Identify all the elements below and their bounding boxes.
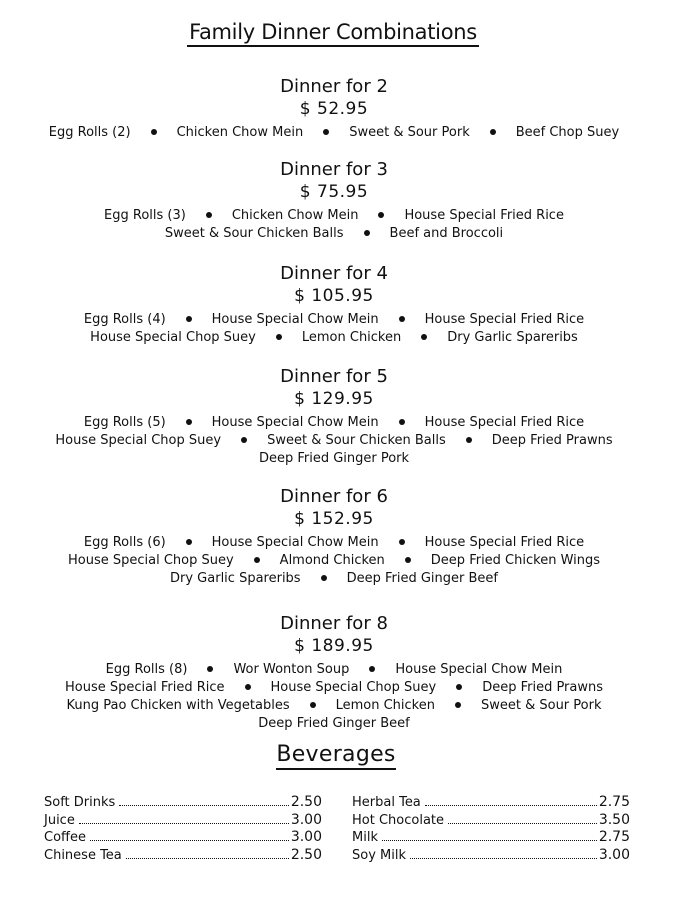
beverages-heading: Beverages [0,742,672,767]
bullet-icon [399,539,405,545]
beverage-row [44,794,322,812]
beverage-row [44,829,322,847]
combo-item: House Special Chow Mein [211,415,379,430]
beverage-price: 2.75 [598,829,630,845]
beverage-row [352,794,630,812]
combo-price: $ 105.95 [294,286,374,306]
bullet-icon [364,230,370,236]
beverage-name: Coffee [44,830,86,845]
combo-item: Beef Chop Suey [515,125,620,140]
combo-item: Kung Pao Chicken with Vegetables [66,698,290,713]
combo-item: Sweet & Sour Chicken Balls [164,226,344,241]
combo-item: Sweet & Sour Pork [480,698,602,713]
combo-price: $ 189.95 [294,636,374,656]
combo-item: House Special Fried Rice [404,208,564,223]
beverage-price: 2.50 [290,846,322,863]
bullet-icon [245,684,251,690]
combo-item: Sweet & Sour Pork [349,125,470,140]
bullet-icon [310,702,316,708]
bullet-icon [399,316,405,322]
combo-item-line [0,450,668,468]
combo-price: $ 75.95 [299,182,369,202]
combo-item: Sweet & Sour Chicken Balls [267,433,446,448]
combo-block [0,366,668,468]
combo-price: $ 52.95 [299,99,369,119]
dot-leader [425,804,597,806]
combo-item: House Special Chow Mein [211,535,379,550]
combo-name: Dinner for 8 [280,613,388,634]
combo-item: Chicken Chow Mein [176,125,304,140]
bullet-icon [276,334,282,340]
combo-item: Deep Fried Ginger Beef [258,716,410,731]
dot-leader [90,839,289,841]
beverage-name: Hot Chocolate [352,812,445,828]
bullet-icon [399,419,405,425]
combo-item: Deep Fried Prawns [491,433,613,448]
combo-item: Egg Rolls (5) [83,415,166,430]
bullet-icon [490,129,496,135]
bullet-icon [254,557,260,563]
combo-item: House Special Chop Suey [270,680,437,695]
combo-item-line [0,661,668,679]
combo-name: Dinner for 3 [280,159,388,180]
combo-name: Dinner for 4 [280,263,388,284]
combo-item: Wor Wonton Soup [233,662,350,677]
bullet-icon [186,316,192,322]
beverage-name: Juice [44,812,75,828]
beverage-row [44,812,322,830]
beverage-row [44,847,322,865]
bullet-icon [321,575,327,581]
combo-item: Deep Fried Prawns [482,680,604,695]
combo-item: Lemon Chicken [301,330,402,345]
combo-item-line [0,124,668,142]
bullet-icon [455,702,461,708]
beverages-right-column [352,794,630,864]
beverage-name: Herbal Tea [352,795,421,810]
combo-item: House Special Fried Rice [424,312,585,327]
combo-item: House Special Fried Rice [424,415,585,430]
beverage-name: Milk [352,830,378,845]
beverage-name: Soy Milk [352,847,406,863]
combo-item-line [0,432,668,450]
combo-item: House Special Chop Suey [90,330,256,345]
bullet-icon [378,212,384,218]
dot-leader [126,857,289,859]
combo-item-line [0,570,668,588]
beverage-price: 3.00 [598,846,630,863]
combo-item-line [0,414,668,432]
bullet-icon [151,129,157,135]
beverages-left-column [44,794,322,864]
bullet-icon [405,557,411,563]
page-title: Family Dinner Combinations [0,20,666,44]
dot-leader [448,822,597,824]
beverage-row [352,847,630,865]
combo-item: Egg Rolls (2) [48,125,131,140]
combo-item-line [0,225,668,243]
dot-leader [410,857,597,859]
combo-item: Deep Fried Ginger Pork [258,451,410,466]
combo-item-line [0,697,668,715]
combo-item: Deep Fried Chicken Wings [430,553,601,568]
combo-item-line [0,311,668,329]
beverage-price: 3.50 [598,811,630,828]
bullet-icon [186,539,192,545]
combo-item: House Special Fried Rice [64,680,225,695]
bullet-icon [206,212,212,218]
combo-block [0,76,668,142]
combo-item: Lemon Chicken [335,698,435,713]
combo-item: Egg Rolls (8) [105,662,188,677]
combo-item: Egg Rolls (4) [83,312,166,327]
combo-item: Chicken Chow Mein [231,208,359,223]
beverage-name: Soft Drinks [44,795,116,810]
beverage-price: 3.00 [290,829,322,845]
beverage-price: 2.50 [290,794,322,810]
combo-item: House Special Chop Suey [55,433,222,448]
dot-leader [79,822,289,824]
combo-name: Dinner for 2 [280,76,388,97]
bullet-icon [456,684,462,690]
combo-item-line [0,329,668,347]
beverage-price: 2.75 [598,794,630,810]
dot-leader [382,839,597,841]
combo-item-line [0,207,668,225]
combo-block [0,486,668,588]
bullet-icon [369,666,375,672]
bullet-icon [241,437,247,443]
combo-name: Dinner for 5 [280,366,388,387]
bullet-icon [323,129,329,135]
combo-price: $ 152.95 [294,509,374,529]
beverage-row [352,812,630,830]
combo-item-line [0,534,668,552]
combo-item: House Special Chow Mein [211,312,379,327]
combo-item-line [0,715,668,733]
combo-name: Dinner for 6 [280,486,388,507]
bullet-icon [421,334,427,340]
combo-item: Beef and Broccoli [389,226,504,241]
beverage-name: Chinese Tea [44,847,122,863]
beverage-price: 3.00 [290,811,322,828]
combo-block [0,263,668,347]
bullet-icon [207,666,213,672]
bullet-icon [186,419,192,425]
combo-item: Dry Garlic Spareribs [447,330,578,345]
combo-item: Deep Fried Ginger Beef [346,571,498,586]
combo-item: Dry Garlic Spareribs [170,571,301,586]
combo-item: Egg Rolls (3) [104,208,186,223]
beverage-row [352,829,630,847]
combo-item-line [0,679,668,697]
bullet-icon [466,437,472,443]
dot-leader [119,804,289,806]
combo-item: House Special Chow Mein [395,662,563,677]
combo-item: House Special Chop Suey [67,553,234,568]
combo-block [0,613,668,733]
combo-block [0,159,668,243]
combo-price: $ 129.95 [294,389,374,409]
combo-item: Egg Rolls (6) [83,535,166,550]
combo-item: House Special Fried Rice [424,535,585,550]
combo-item: Almond Chicken [279,553,385,568]
combo-item-line [0,552,668,570]
